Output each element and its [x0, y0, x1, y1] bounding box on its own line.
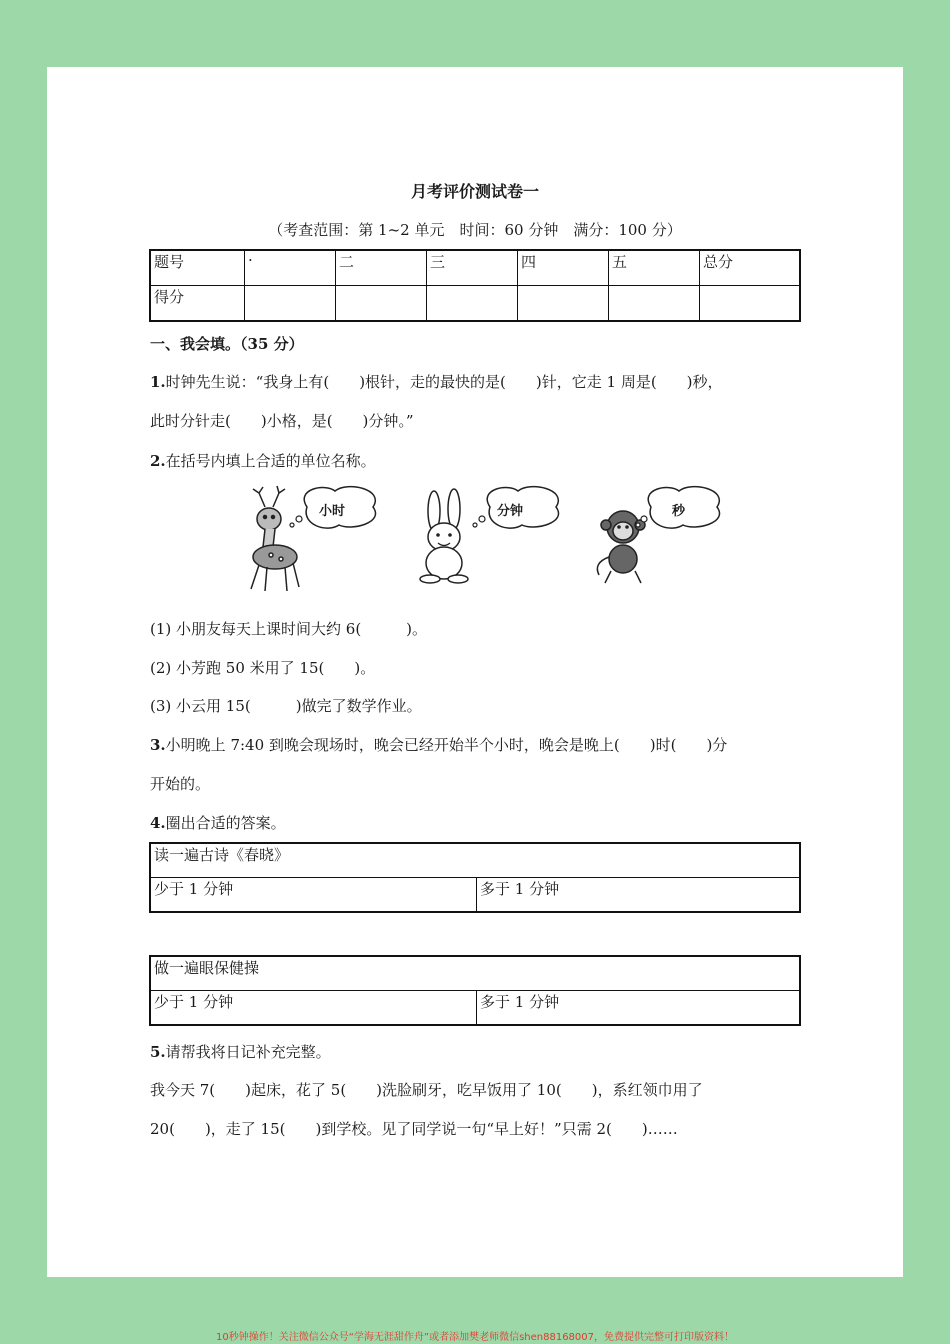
score-header-cell: 总分 — [700, 250, 801, 286]
question-2-item-3: (3) 小云用 15( )做完了数学作业。 — [150, 697, 422, 715]
bubble-label-second: 秒 — [672, 504, 686, 519]
score-table — [149, 249, 801, 322]
exam-title: 月考评价测试卷一 — [410, 182, 539, 201]
promo-footer: 10秒钟操作！关注微信公众号“学海无涯甜作舟”或者添加樊老师微信shen88168007，免费提供完整可打印版资料！ — [215, 1332, 735, 1343]
question-text: 在括号内填上合适的单位名称。 — [165, 452, 376, 470]
choice-table-header: 读一遍古诗《春晓》 — [150, 843, 800, 878]
score-row-label: 得分 — [150, 286, 245, 322]
question-5-line-2: 20( )，走了 15( )到学校。见了同学说一句“早上好！”只需 2( )…… — [150, 1120, 678, 1138]
question-1-line-2: 此时分针走( )小格，是( )分钟。” — [150, 412, 414, 430]
score-cell[interactable] — [518, 286, 609, 322]
question-number: 4. — [150, 814, 166, 832]
question-5 — [150, 1041, 331, 1062]
choice-option-less[interactable]: 少于 1 分钟 — [150, 878, 477, 913]
score-table-score-row — [150, 286, 800, 322]
rabbit-illustration — [412, 485, 562, 585]
choice-table-header: 做一遍眼保健操 — [150, 956, 800, 991]
score-cell[interactable] — [336, 286, 427, 322]
question-3-line-2: 开始的。 — [150, 775, 211, 793]
question-1-line-1 — [150, 371, 723, 392]
question-4 — [150, 812, 286, 833]
bubble-label-minute: 分钟 — [497, 504, 524, 519]
choice-option-less[interactable]: 少于 1 分钟 — [150, 991, 477, 1026]
score-header-cell: 二 — [336, 250, 427, 286]
deer-illustration — [235, 485, 380, 597]
score-cell[interactable] — [609, 286, 700, 322]
section-heading: 一、我会填。（35 分） — [150, 335, 304, 353]
question-5-line-1: 我今天 7( )起床，花了 5( )洗脸刷牙，吃早饭用了 10( )，系红领巾用了 — [150, 1081, 703, 1099]
score-cell[interactable] — [245, 286, 336, 322]
score-cell[interactable] — [700, 286, 801, 322]
bubble-label-hour: 小时 — [319, 504, 346, 519]
question-2-item-2: (2) 小芳跑 50 米用了 15( )。 — [150, 659, 376, 677]
choice-option-more[interactable]: 多于 1 分钟 — [477, 878, 801, 913]
choice-option-more[interactable]: 多于 1 分钟 — [477, 991, 801, 1026]
choice-table-2 — [149, 955, 801, 1026]
question-number: 1. — [150, 373, 166, 391]
exam-paper — [47, 67, 903, 1277]
question-text: 小明晚上 7:40 到晚会现场时，晚会已经开始半个小时，晚会是晚上( )时( )分 — [165, 736, 728, 754]
question-2 — [150, 450, 376, 471]
question-text: 时钟先生说：“我身上有( )根针，走的最快的是( )针，它走 1 周是( )秒， — [165, 373, 723, 391]
score-cell[interactable] — [427, 286, 518, 322]
score-header-cell: 题号 — [150, 250, 245, 286]
score-header-cell: 五 — [609, 250, 700, 286]
question-number: 3. — [150, 736, 166, 754]
score-header-cell: · — [245, 250, 336, 286]
exam-subtitle: （考查范围：第 1~2 单元 时间：60 分钟 满分：100 分） — [268, 221, 682, 239]
choice-table-1 — [149, 842, 801, 913]
question-3-line-1 — [150, 734, 727, 755]
question-number: 2. — [150, 452, 166, 470]
question-number: 5. — [150, 1043, 166, 1061]
score-table-header-row — [150, 250, 800, 286]
score-header-cell: 三 — [427, 250, 518, 286]
question-2-item-1: (1) 小朋友每天上课时间大约 6( )。 — [150, 620, 428, 638]
question-text: 请帮我将日记补充完整。 — [165, 1043, 331, 1061]
score-header-cell: 四 — [518, 250, 609, 286]
question-text: 圈出合适的答案。 — [165, 814, 286, 832]
monkey-illustration — [587, 485, 722, 585]
